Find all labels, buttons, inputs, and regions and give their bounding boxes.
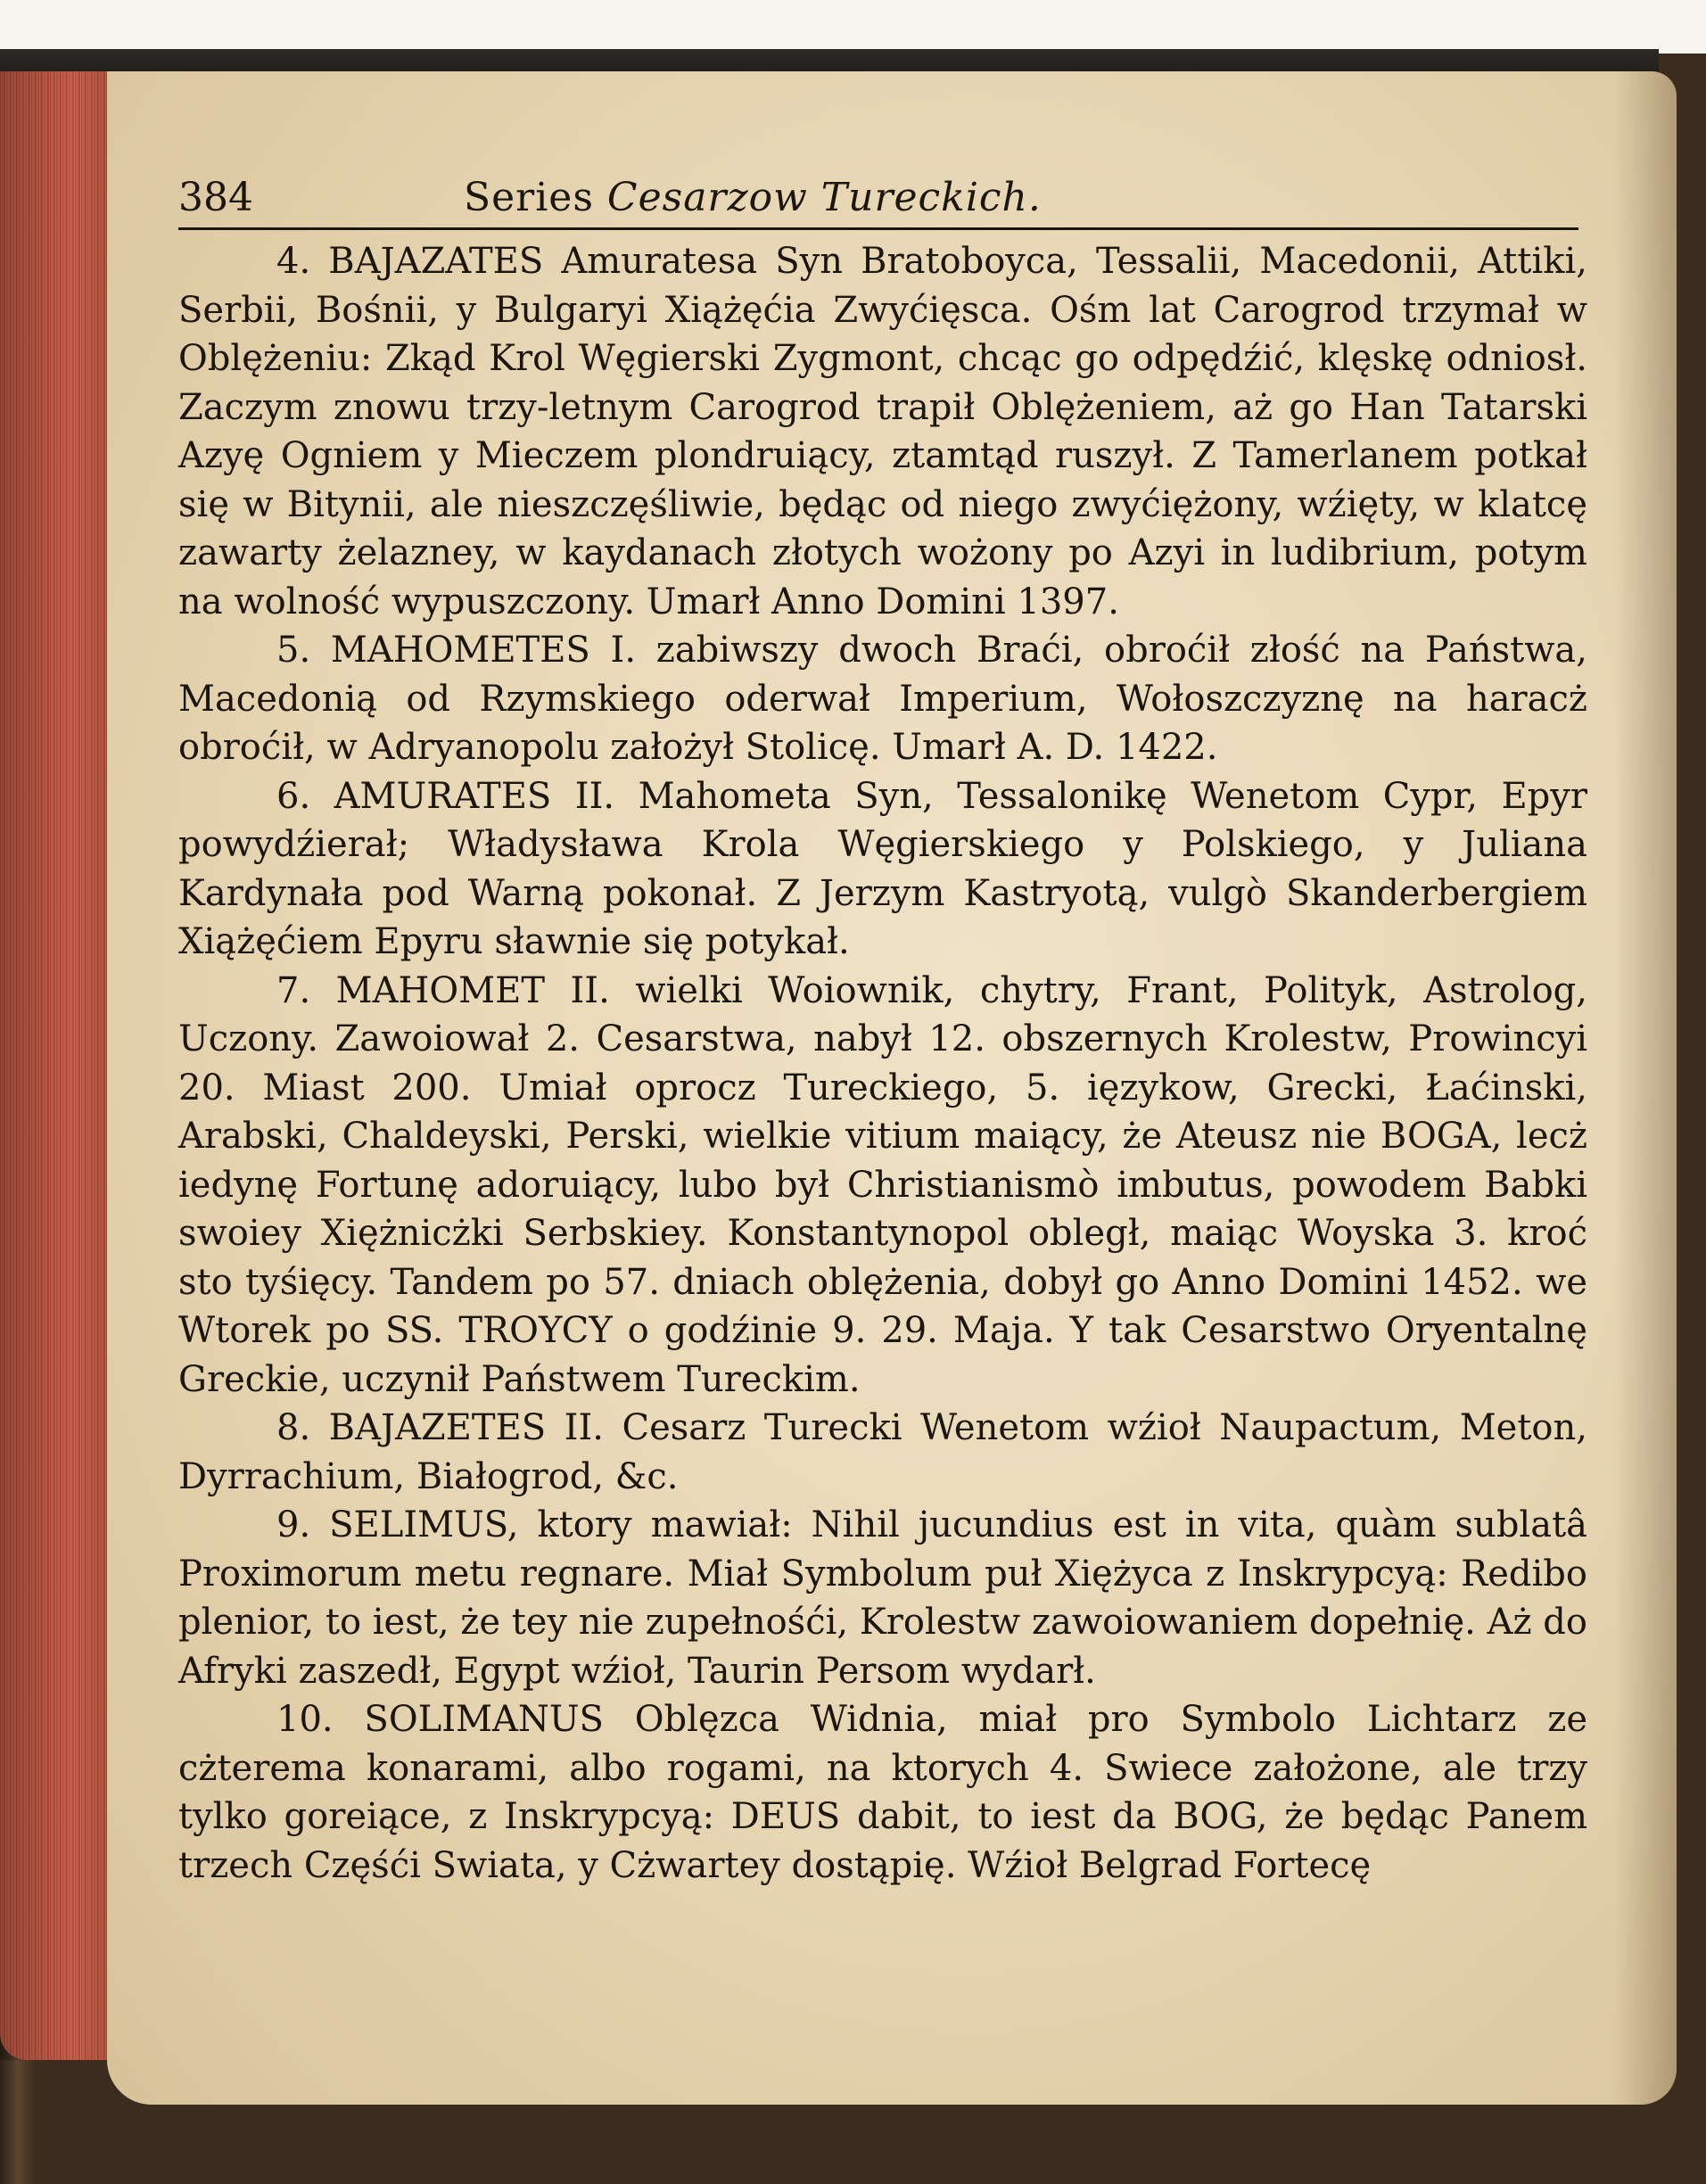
running-title-roman: Series [464, 175, 607, 220]
page-gutter [1614, 71, 1677, 2105]
running-header [178, 174, 1578, 230]
running-title [464, 174, 1042, 223]
book-page [107, 71, 1677, 2105]
page-number: 384 [178, 175, 253, 220]
running-title-italic: Cesarzow Tureckich. [606, 175, 1042, 220]
paragraph-mahomet-ii: 7. MAHOMET II. wielki Woiownik, chytry, Frant, Polityk, Astrolog, Uczony. Zawoiował 2. Cesarstwa, nabył 12. obszernych Krolestw, Prowincyi 20. Miast 200. Umiał oprocz Tureckiego, 5. ięzykow, Grecki, Łaćinski, Arabski, Chaldeyski, Perski, wielkie vitium maiący, że Ateusz nie BOGA, lecż iedynę Fortunę adoruiący, lubo był Christianismò imbutus, powodem Babki swoiey Xiężnicżki Serbskiey. Konstantynopol obległ, maiąc Woyska 3. kroć sto tyśięcy. Tandem po 57. dniach oblężenia, dobył go Anno Domini 1452. we Wtorek po SS. TROYCY o godźinie 9. 29. Maja. Y tak Cesarstwo Oryentalnę Greckie, uczynił Państwem Tureckim. [178, 969, 1587, 1400]
paragraph-selimus: 9. SELIMUS, ktory mawiał: Nihil jucundius est in vita, quàm sublatâ Proximorum metu regnare. Miał Symbolum puł Xiężyca z Inskrypcyą: Redibo plenior, to iest, że tey nie zupełnośći, Krolestw zawoiowaniem dopełnię. Aż do Afryki zaszedł, Egypt wźioł, Taurin Persom wydarł. [178, 1504, 1587, 1692]
paragraph-mahometes-i: 5. MAHOMETES I. zabiwszy dwoch Braći, obroćił złość na Państwa, Macedonią od Rzymskiego oderwał Imperium, Wołoszczyznę na haracż obroćił, w Adryanopolu założył Stolicę. Umarł A. D. 1422. [178, 630, 1587, 768]
paragraph-amurates-ii: 6. AMURATES II. Mahometa Syn, Tessalonikę Wenetom Cypr, Epyr powydźierał; Władysława Krola Węgierskiego y Polskiego, y Juliana Kardynała pod Warną pokonał. Z Jerzym Kastryotą, vulgò Skanderbergiem Xiążęćiem Epyru sławnie się potykał. [178, 775, 1587, 962]
page-text [178, 174, 1587, 1890]
page-edges-shade [0, 71, 120, 2060]
scan-background [0, 0, 1706, 54]
paragraph-bajazetes-ii: 8. BAJAZETES II. Cesarz Turecki Wenetom wźioł Naupactum, Meton, Dyrrachium, Białogrod, &c. [178, 1407, 1587, 1497]
paragraph-bajazates: 4. BAJAZATES Amuratesa Syn Bratoboyca, Tessalii, Macedonii, Attiki, Serbii, Bośnii, y Bulgaryi Xiążęćia Zwyćięsca. Ośm lat Carogrod trzymał w Oblężeniu: Zkąd Krol Węgierski Zygmont, chcąc go odpędźić, klęskę odniosł. Zaczym znowu trzy-letnym Carogrod trapił Oblężeniem, aż go Han Tatarski Azyę Ogniem y Mieczem plondruiący, ztamtąd ruszył. Z Tamerlanem potkał się w Bitynii, ale nieszczęśliwie, będąc od niego zwyćiężony, wźięty, w klatcę zawarty żelazney, w kaydanach złotych wożony po Azyi in ludibrium, potym na wolność wypuszczony. Umarł Anno Domini 1397. [178, 241, 1587, 622]
paragraph-solimanus: 10. SOLIMANUS Oblęzca Widnia, miał pro Symbolo Lichtarz ze cżterema konarami, albo rogami, na ktorych 4. Swiece założone, ale trzy tylko goreiące, z Inskrypcyą: DEUS dabit, to iest da BOG, że będąc Panem trzech Częśći Swiata, y Cżwartey dostąpię. Wźioł Belgrad Fortecę [178, 1699, 1587, 1886]
